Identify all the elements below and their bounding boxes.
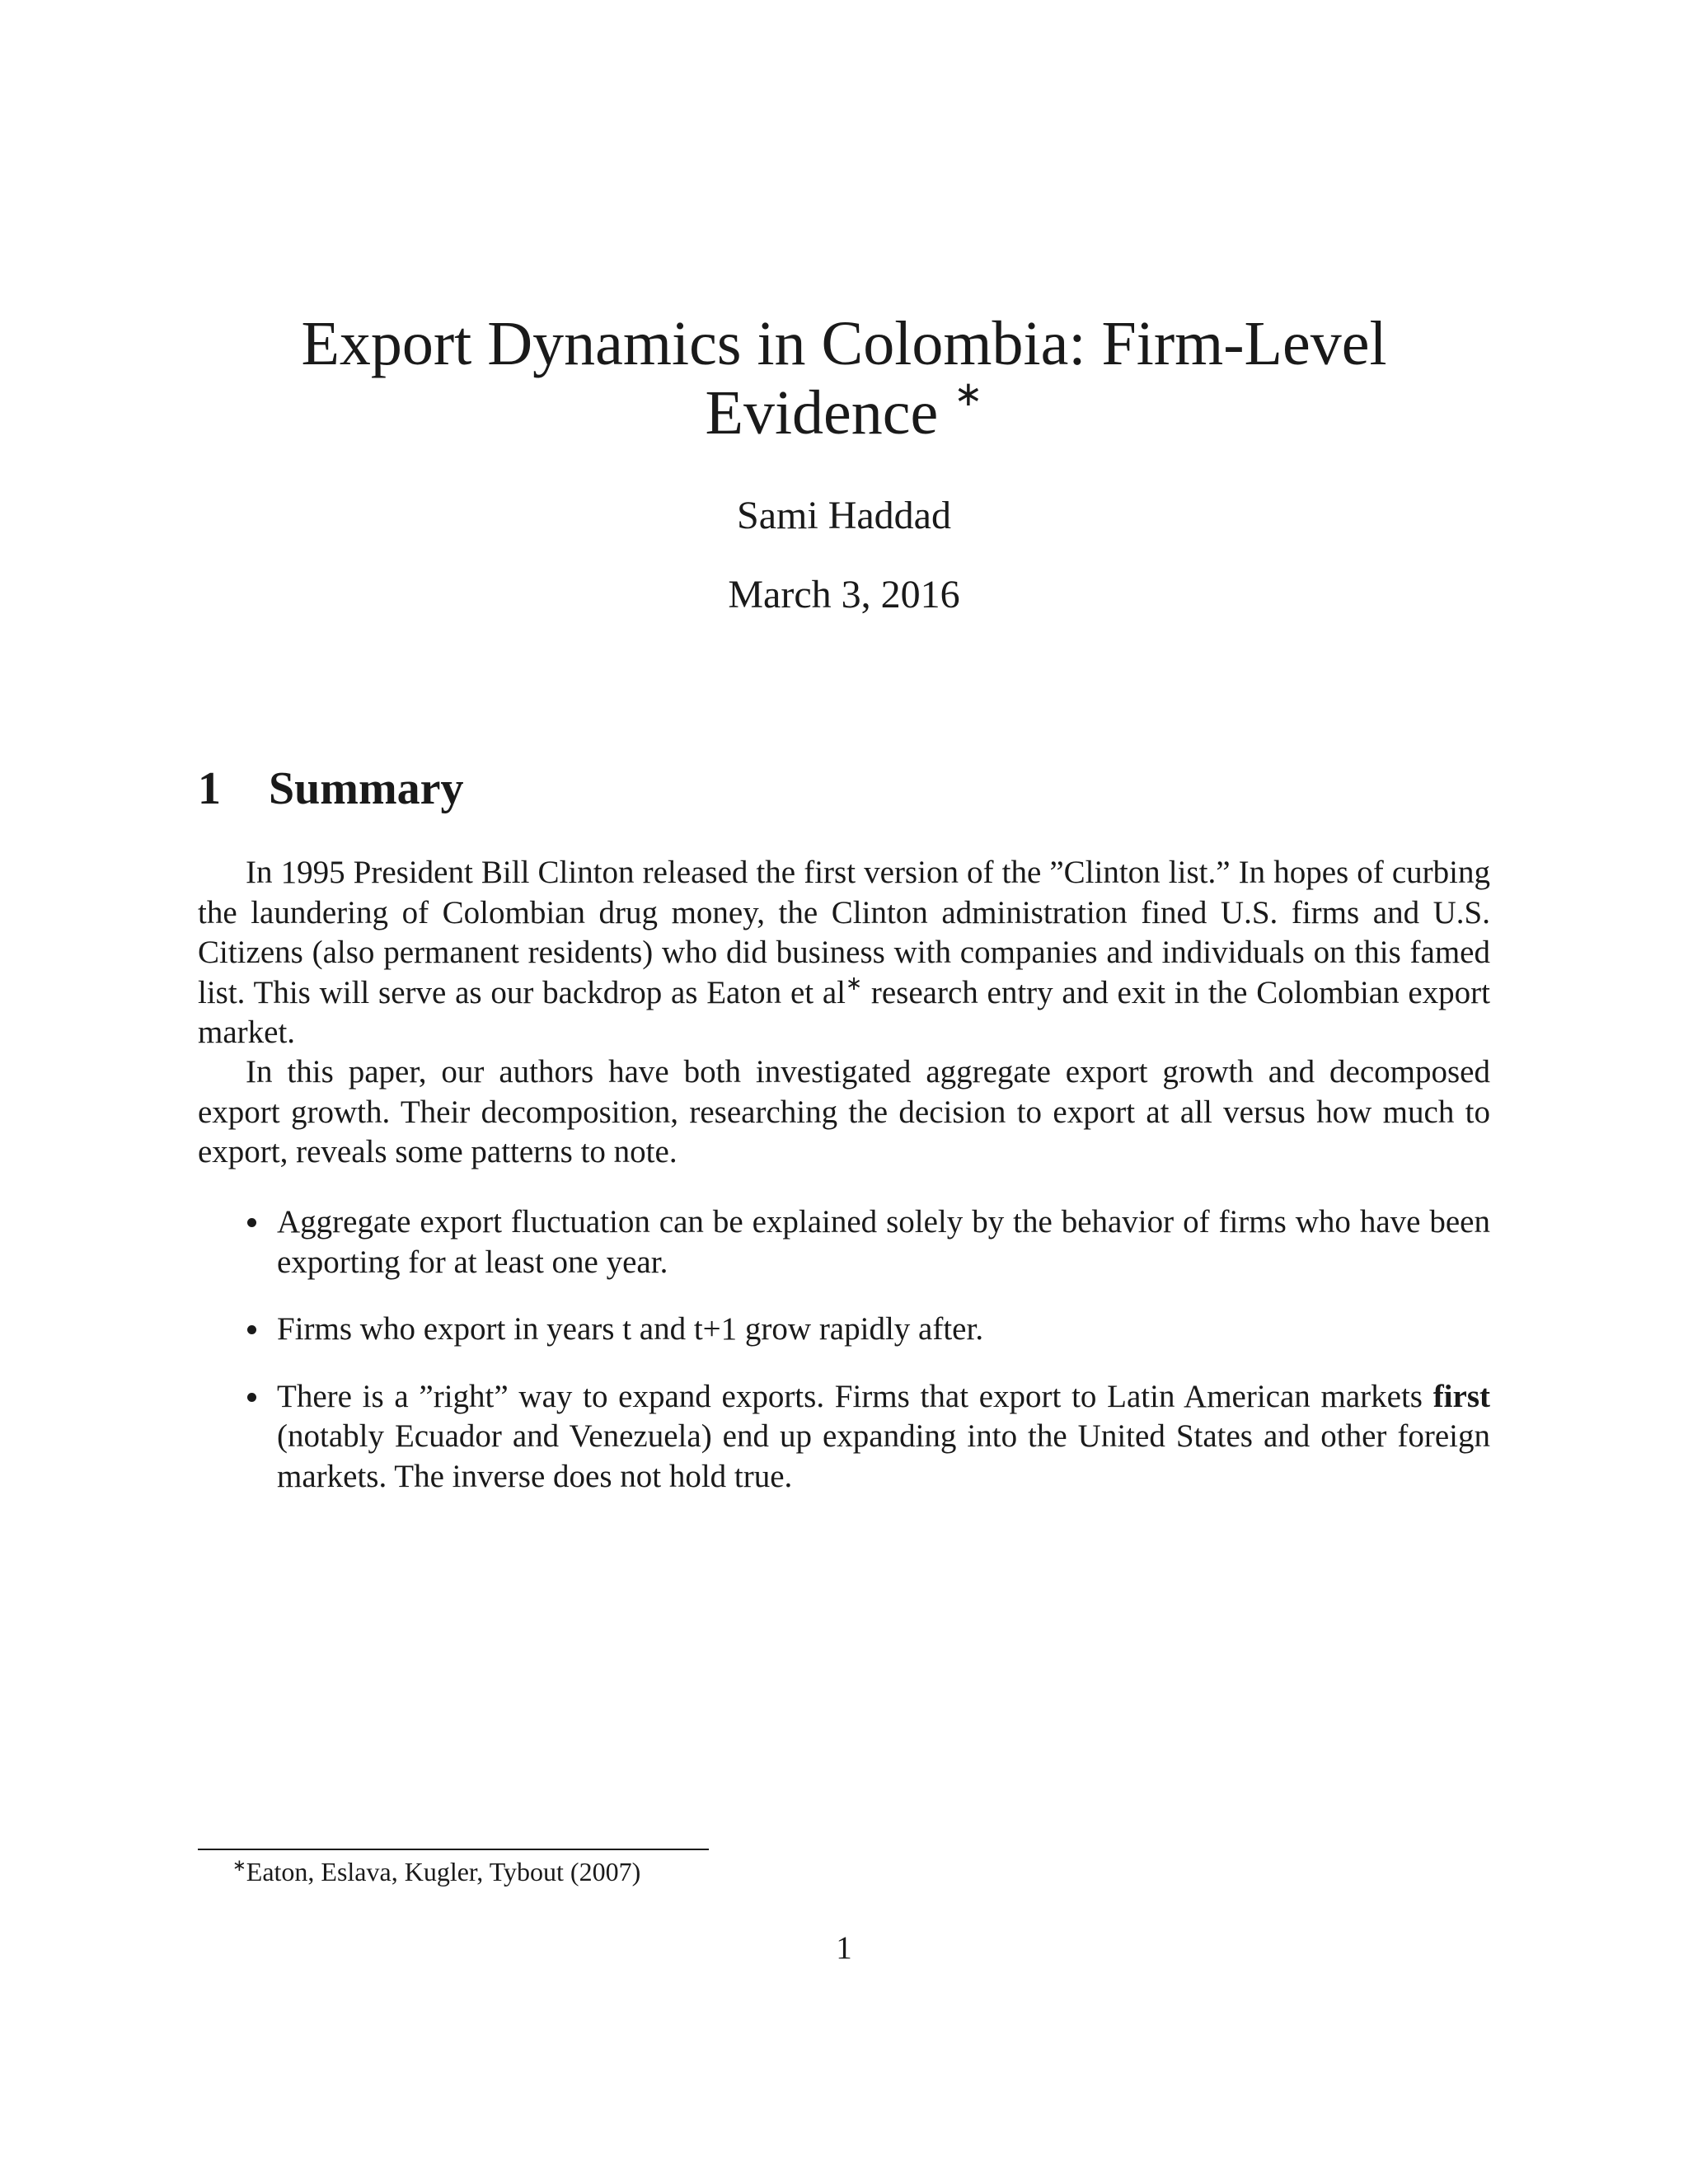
list-item-text: Aggregate export fluctuation can be explained solely by the behavior of firms who have been exporting for at least one year. bbox=[277, 1204, 1490, 1280]
list-item-text: Firms who export in years t and t+1 grow rapidly after. bbox=[277, 1311, 984, 1347]
citation-mark: ∗ bbox=[846, 972, 863, 995]
paper-title bbox=[198, 309, 1490, 448]
bullet-icon bbox=[247, 1218, 256, 1227]
section-heading bbox=[198, 762, 463, 815]
paragraph-2-text: In this paper, our authors have both investigated aggregate export growth and decomposed export growth. Their decomposition, researching the decision to export at all versus how much to export, reveals some patterns to note. bbox=[198, 1054, 1490, 1169]
title-line-1: Export Dynamics in Colombia: Firm-Level bbox=[301, 309, 1387, 378]
list-item-text-end: (notably Ecuador and Venezuela) end up expanding into the United States and other foreign markets. The inverse does not hold true. bbox=[277, 1418, 1490, 1494]
title-footnote-mark: ∗ bbox=[954, 376, 983, 414]
section-title-text: Summary bbox=[269, 763, 464, 814]
emphasis-first: first bbox=[1432, 1378, 1490, 1414]
author-name: Sami Haddad bbox=[737, 494, 951, 537]
bullet-icon bbox=[247, 1393, 256, 1402]
footnote-divider bbox=[198, 1849, 709, 1850]
paragraph-1-text-end: research entry and exit in the Colombian export market. bbox=[198, 974, 1490, 1050]
title-line-2: Evidence bbox=[705, 378, 939, 448]
findings-list bbox=[198, 1202, 1490, 1524]
bullet-icon bbox=[247, 1325, 256, 1334]
footnote bbox=[232, 1855, 640, 1888]
footnote-text: Eaton, Eslava, Kugler, Tybout (2007) bbox=[246, 1857, 641, 1886]
publication-date: March 3, 2016 bbox=[728, 573, 960, 616]
paragraph-2 bbox=[198, 1052, 1490, 1173]
section-number: 1 bbox=[198, 763, 221, 814]
paragraph-1 bbox=[198, 853, 1490, 1053]
list-item bbox=[198, 1202, 1490, 1282]
list-item-text: There is a ”right” way to expand exports. Firms that export to Latin American markets bbox=[277, 1378, 1433, 1414]
paragraph-1-text: In 1995 President Bill Clinton released the first version of the ”Clinton list.” In hopes of curbing the laundering of Colombian drug money, the Clinton administration fined U.S. firms and U.S. Citizens (also permanent residents) who did business with companies and individuals on this famed list. This will serve as our backdrop as Eaton et al bbox=[198, 855, 1490, 1010]
list-item bbox=[198, 1377, 1490, 1497]
footnote-mark: ∗ bbox=[232, 1857, 246, 1875]
list-item bbox=[198, 1310, 1490, 1350]
page-number: 1 bbox=[836, 1930, 852, 1966]
